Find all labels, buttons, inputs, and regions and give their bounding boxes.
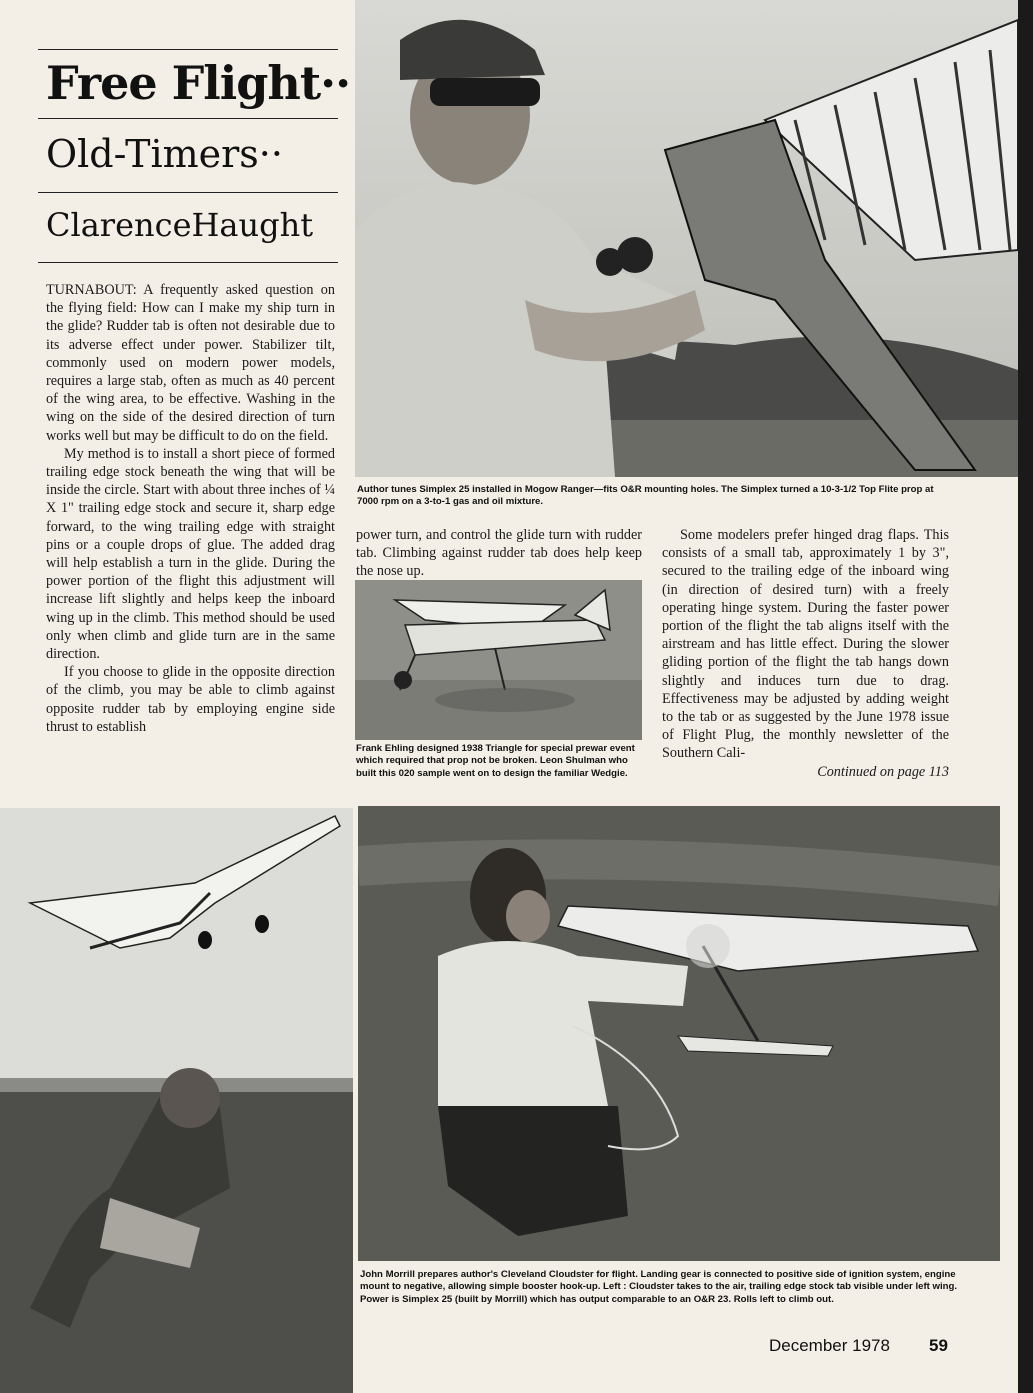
header-rule-2 — [38, 192, 338, 193]
continued-note: Continued on page 113 — [817, 763, 949, 780]
caption-bottom-photo: John Morrill prepares author's Cleveland Cloudster for flight. Landing gear is connected to positive side of ignition system, engine mount to negative, allowing simple booster hook-up. Left : Cloudster takes to the air, trailing edge stock tab visible under left wing. Power is Simplex 25 (built by Morrill) which has output comparable to an O&R 23. Rolls left to climb out. — [360, 1269, 958, 1305]
photo-cloudster-in-air — [0, 808, 353, 1393]
article-column-1 — [46, 281, 335, 736]
section-title: Free Flight·· — [46, 56, 351, 110]
caption-top-photo: Author tunes Simplex 25 installed in Mogow Ranger—fits O&R mounting holes. The Simplex turned a 10-3-1/2 Top Flite prop at 7000 rpm on a 3-to-1 gas and oil mixture. — [357, 484, 934, 508]
header-rule-3 — [38, 262, 338, 263]
paragraph-col2: power turn, and control the glide turn with rudder tab. Climbing against rudder tab does help keep the nose up. — [356, 527, 642, 580]
header-rule-top — [38, 49, 338, 50]
header-rule-1 — [38, 118, 338, 119]
article-column-3 — [662, 526, 949, 781]
paragraph-col3: Some modelers prefer hinged drag flaps. This consists of a small tab, approximately 1 by 3", secured to the trailing edge of the inboard wing (in direction of desired turn) with a freely operating hinge system. During the faster power portion of the flight the tab aligns itself with the airstream and has little effect. During the slower gliding portion of the flight the tab hangs down slightly and induces turn due to drag. Effectiveness may be adjusted by adding weight to the tab or as suggested by the June 1978 issue of Flight Plug, the monthly newsletter of the Southern Cali- — [662, 527, 949, 762]
author-name: ClarenceHaught — [46, 206, 314, 244]
paragraph-2: My method is to install a short piece of formed trailing edge stock beneath the wing that will be inside the circle. Start with about three inches of ¼ X 1" trailing edge stock and secure it, sharp edge forward, to the wing trailing edge with straight pins or a couple drops of glue. The added drag will help establish a turn in the glide. During the power portion of the flight this adjustment will increase lift slightly and helps keep the inboard wing up in the climb. This method should be used only when climb and glide turn are in the same direction. — [46, 445, 335, 663]
paragraph-3: If you choose to glide in the opposite direction of the climb, you may be able to climb against opposite rudder tab by employing engine side thrust to establish — [46, 664, 335, 735]
caption-triangle-photo: Frank Ehling designed 1938 Triangle for special prewar event which required that prop not be broken. Leon Shulman who built this 020 sample went on to design the familiar Wedgie. — [356, 743, 635, 779]
paragraph-1: TURNABOUT: A frequently asked question on the flying field: How can I make my ship turn in the glide? Rudder tab is often not desirable due to its adverse effect under power. Stabilizer tilt, commonly used on modern power models, requires a large stab, often as much as 40 percent of the wing area, to be effective. Washing in the wing on the side of the desired direction of turn works well but may be difficult to do on the field. — [46, 282, 335, 444]
photo-author-tuning-engine — [355, 0, 1018, 477]
photo-triangle-model — [355, 580, 642, 740]
issue-date: December 1978 — [769, 1336, 890, 1355]
photo-morrill-preparing-model — [358, 806, 1000, 1261]
page-number: 59 — [929, 1336, 948, 1355]
article-column-2 — [356, 526, 642, 581]
section-subtitle: Old-Timers·· — [46, 132, 283, 176]
